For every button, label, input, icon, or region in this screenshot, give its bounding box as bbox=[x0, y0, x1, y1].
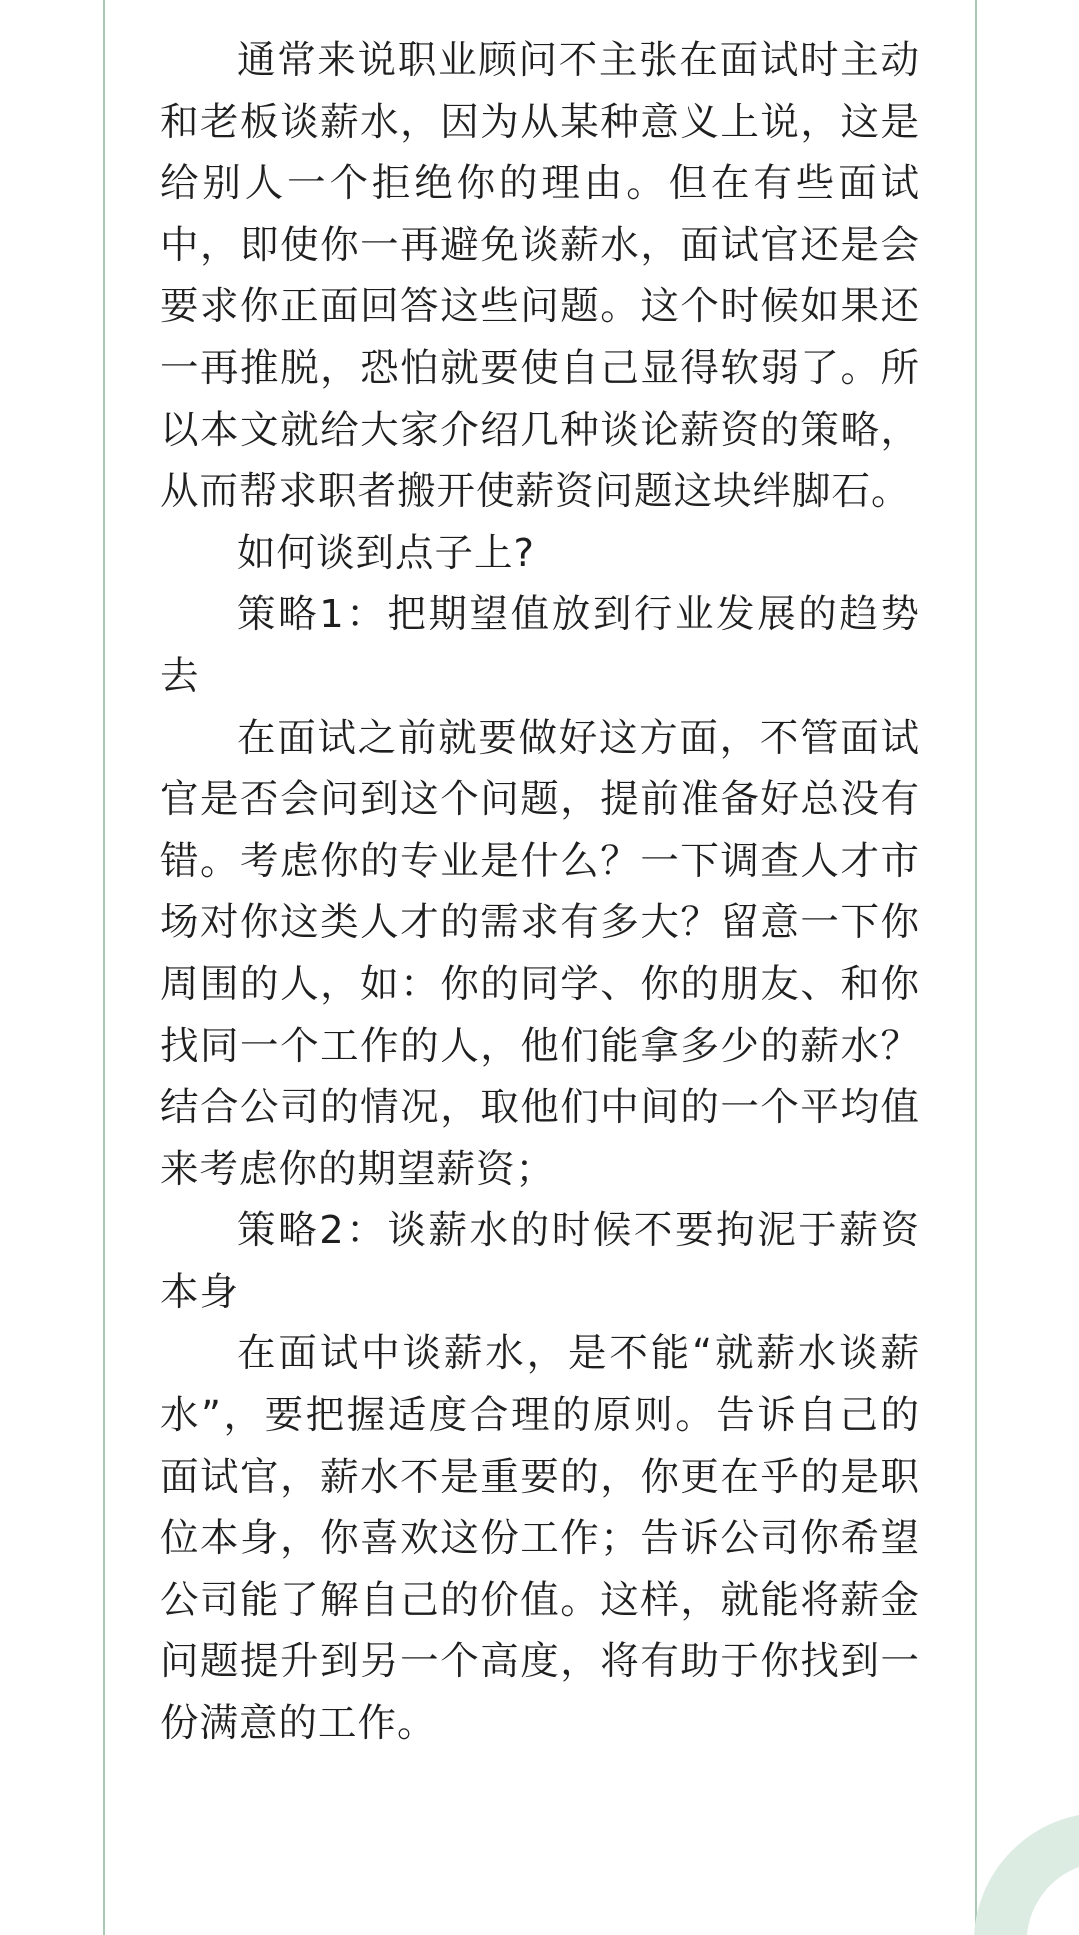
strategy-2-paragraph: 在面试中谈薪水，是不能“就薪水谈薪水”，要把握适度合理的原则。告诉自己的面试官，薪水不是重要的，你更在乎的是职位本身，你喜欢这份工作；告诉公司你希望公司能了解自己的价值。这样，就能将薪金问题提升到另一个高度，将有助于你找到一份满意的工作。 bbox=[160, 1331, 920, 1747]
left-frame-line bbox=[103, 0, 105, 1935]
strategy-2-heading: 策略2：谈薪水的时候不要拘泥于薪资本身 bbox=[160, 1208, 920, 1315]
section-question-heading: 如何谈到点子上? bbox=[237, 530, 535, 576]
article-body bbox=[160, 30, 920, 1755]
strategy-1-paragraph: 在面试之前就要做好这方面，不管面试官是否会问到这个问题，提前准备好总没有错。考虑你的专业是什么？一下调查人才市场对你这类人才的需求有多大？留意一下你周围的人，如：你的同学、你的朋友、和你找同一个工作的人，他们能拿多少的薪水？结合公司的情况，取他们中间的一个平均值来考虑你的期望薪资； bbox=[160, 715, 920, 1192]
corner-arc-decoration bbox=[879, 1755, 1079, 1935]
right-frame-line bbox=[975, 0, 977, 1935]
intro-paragraph: 通常来说职业顾问不主张在面试时主动和老板谈薪水，因为从某种意义上说，这是给别人一个拒绝你的理由。但在有些面试中，即使你一再避免谈薪水，面试官还是会要求你正面回答这些问题。这个时候如果还一再推脱，恐怕就要使自己显得软弱了。所以本文就给大家介绍几种谈论薪资的策略，从而帮求职者搬开使薪资问题这块绊脚石。 bbox=[160, 38, 920, 515]
strategy-1-heading: 策略1：把期望值放到行业发展的趋势去 bbox=[160, 592, 920, 699]
